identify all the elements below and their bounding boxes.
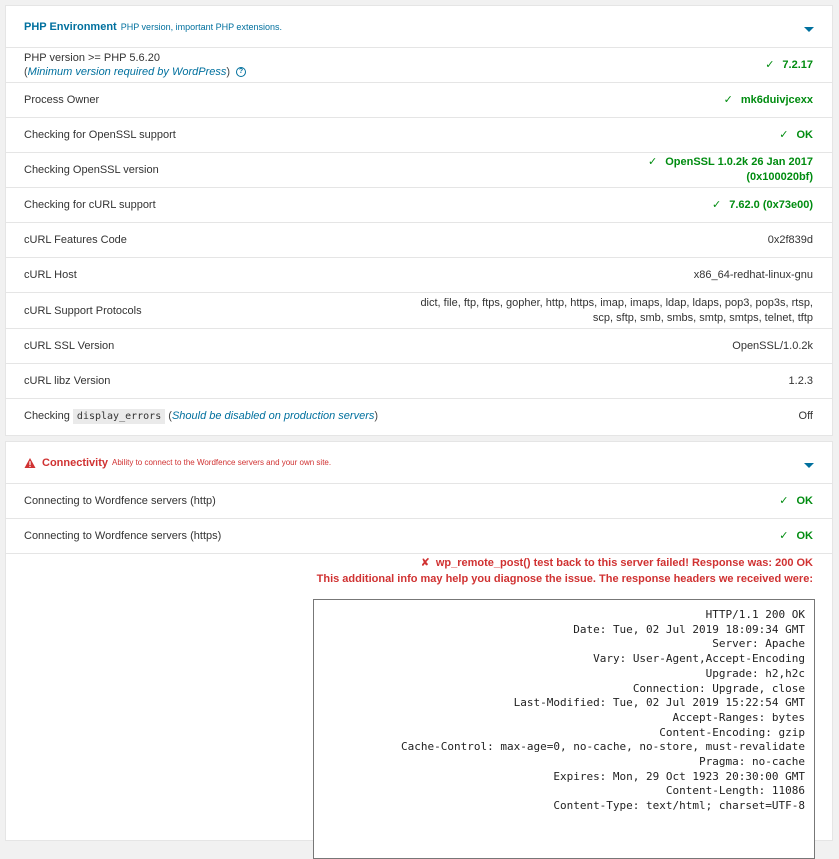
php-environment-panel — [5, 5, 833, 436]
display-errors-label: Checking display_errors (Should be disabled on production servers) — [24, 410, 379, 422]
response-header-line: Pragma: no-cache — [699, 755, 805, 769]
check-icon: ✓ — [765, 58, 775, 71]
process-owner-label: Process Owner — [24, 94, 100, 106]
check-icon: ✓ — [723, 93, 733, 106]
curl-libz-value: 1.2.3 — [788, 374, 813, 387]
wordfence-http-value: ✓ OK — [779, 494, 813, 507]
check-icon: ✓ — [711, 198, 722, 211]
min-version-link[interactable]: Minimum version required by WordPress — [27, 66, 227, 78]
check-icon: ✓ — [779, 529, 789, 542]
curl-features-label: cURL Features Code — [24, 234, 127, 246]
wordfence-https-label: Connecting to Wordfence servers (https) — [24, 530, 222, 542]
caret-down-icon[interactable] — [804, 27, 814, 32]
display-errors-value: Off — [798, 410, 813, 422]
row-php-version — [6, 48, 832, 83]
warning-icon — [24, 457, 36, 469]
row-wordfence-http — [6, 484, 832, 519]
row-curl-host — [6, 258, 832, 293]
curl-protocols-label: cURL Support Protocols — [24, 304, 142, 317]
response-header-line: Date: Tue, 02 Jul 2019 18:09:34 GMT — [573, 622, 805, 636]
row-label — [24, 51, 246, 79]
response-header-line: Cache-Control: max-age=0, no-cache, no-store, must-revalidate — [401, 740, 805, 754]
row-openssl-support — [6, 118, 832, 153]
curl-host-value: x86_64-redhat-linux-gnu — [693, 268, 813, 281]
openssl-version-label: Checking OpenSSL version — [24, 164, 159, 176]
fail-info: This additional info may help you diagnose the issue. The response headers we received were: — [316, 573, 813, 585]
row-curl-ssl — [6, 329, 832, 364]
php-version-label: PHP version >= PHP 5.6.20 — [24, 52, 160, 64]
row-openssl-version — [6, 153, 832, 188]
check-icon: ✓ — [648, 156, 658, 168]
response-header-line: Connection: Upgrade, close — [632, 681, 805, 695]
php-version-sub: (Minimum version required by WordPress) ? — [24, 65, 246, 79]
check-icon: ✓ — [779, 128, 789, 141]
php-environment-header[interactable] — [6, 6, 832, 48]
openssl-version-value: ✓ OpenSSL 1.0.2k 26 Jan 2017 (0x100020bf) — [648, 156, 813, 183]
response-header-line: Last-Modified: Tue, 02 Jul 2019 15:22:54 GMT — [513, 696, 805, 710]
curl-protocols-value: dict, file, ftp, ftps, gopher, http, https, imap, imaps, ldap, ldaps, pop3, pop3s, rtsp, scp, sftp, smb, smbs, smtp, smtps, telnet, tftp — [420, 296, 813, 324]
connectivity-subtitle: Ability to connect to the Wordfence servers and your own site. — [112, 458, 332, 467]
php-environment-subtitle: PHP version, important PHP extensions. — [120, 21, 282, 32]
fail-message: ✘ wp_remote_post() test back to this server failed! Response was: 200 OK — [420, 557, 813, 569]
curl-host-label: cURL Host — [24, 269, 77, 281]
response-headers-box[interactable] — [313, 599, 815, 859]
curl-ssl-label: cURL SSL Version — [24, 340, 115, 352]
response-header-line: Content-Type: text/html; charset=UTF-8 — [553, 799, 805, 813]
php-version-value: ✓ 7.2.17 — [765, 58, 813, 71]
response-header-line: HTTP/1.1 200 OK — [705, 608, 805, 621]
response-header-line: Upgrade: h2,h2c — [705, 666, 805, 680]
process-owner-value: ✓ mk6duivjcexx — [723, 93, 813, 106]
response-header-line: Server: Apache — [712, 637, 805, 651]
row-curl-libz — [6, 364, 832, 399]
row-wordfence-https — [6, 519, 832, 554]
connectivity-panel — [5, 441, 833, 841]
curl-support-label: Checking for cURL support — [24, 199, 156, 211]
openssl-support-label: Checking for OpenSSL support — [24, 129, 176, 141]
wordfence-http-label: Connecting to Wordfence servers (http) — [24, 495, 216, 507]
response-header-line: Expires: Mon, 29 Oct 1923 20:30:00 GMT — [553, 769, 805, 783]
connectivity-header[interactable] — [6, 442, 832, 484]
row-curl-protocols — [6, 293, 832, 329]
row-process-owner — [6, 83, 832, 118]
response-header-line: Content-Length: 11086 — [665, 784, 805, 798]
remote-post-failure — [6, 554, 832, 587]
curl-libz-label: cURL libz Version — [24, 375, 111, 387]
help-icon[interactable]: ? — [236, 67, 246, 77]
openssl-support-value: ✓ OK — [779, 128, 813, 141]
wordfence-https-value: ✓ OK — [779, 529, 813, 542]
php-environment-title: PHP Environment — [24, 20, 117, 33]
row-curl-features — [6, 223, 832, 258]
check-icon: ✓ — [779, 494, 789, 507]
response-header-line: Content-Encoding: gzip — [659, 725, 805, 739]
production-servers-link[interactable]: Should be disabled on production servers — [171, 410, 375, 422]
x-icon: ✘ — [420, 557, 430, 569]
curl-ssl-value: OpenSSL/1.0.2k — [732, 339, 813, 352]
response-header-line: Accept-Ranges: bytes — [672, 710, 805, 724]
curl-support-value: ✓ 7.62.0 (0x73e00) — [711, 198, 813, 211]
caret-down-icon[interactable] — [804, 463, 814, 468]
response-header-line: Vary: User-Agent,Accept-Encoding — [593, 652, 805, 666]
display-errors-code: display_errors — [73, 409, 165, 424]
row-display-errors — [6, 399, 832, 434]
row-curl-support — [6, 188, 832, 223]
curl-features-value: 0x2f839d — [767, 233, 813, 246]
connectivity-title: Connectivity — [42, 456, 109, 469]
